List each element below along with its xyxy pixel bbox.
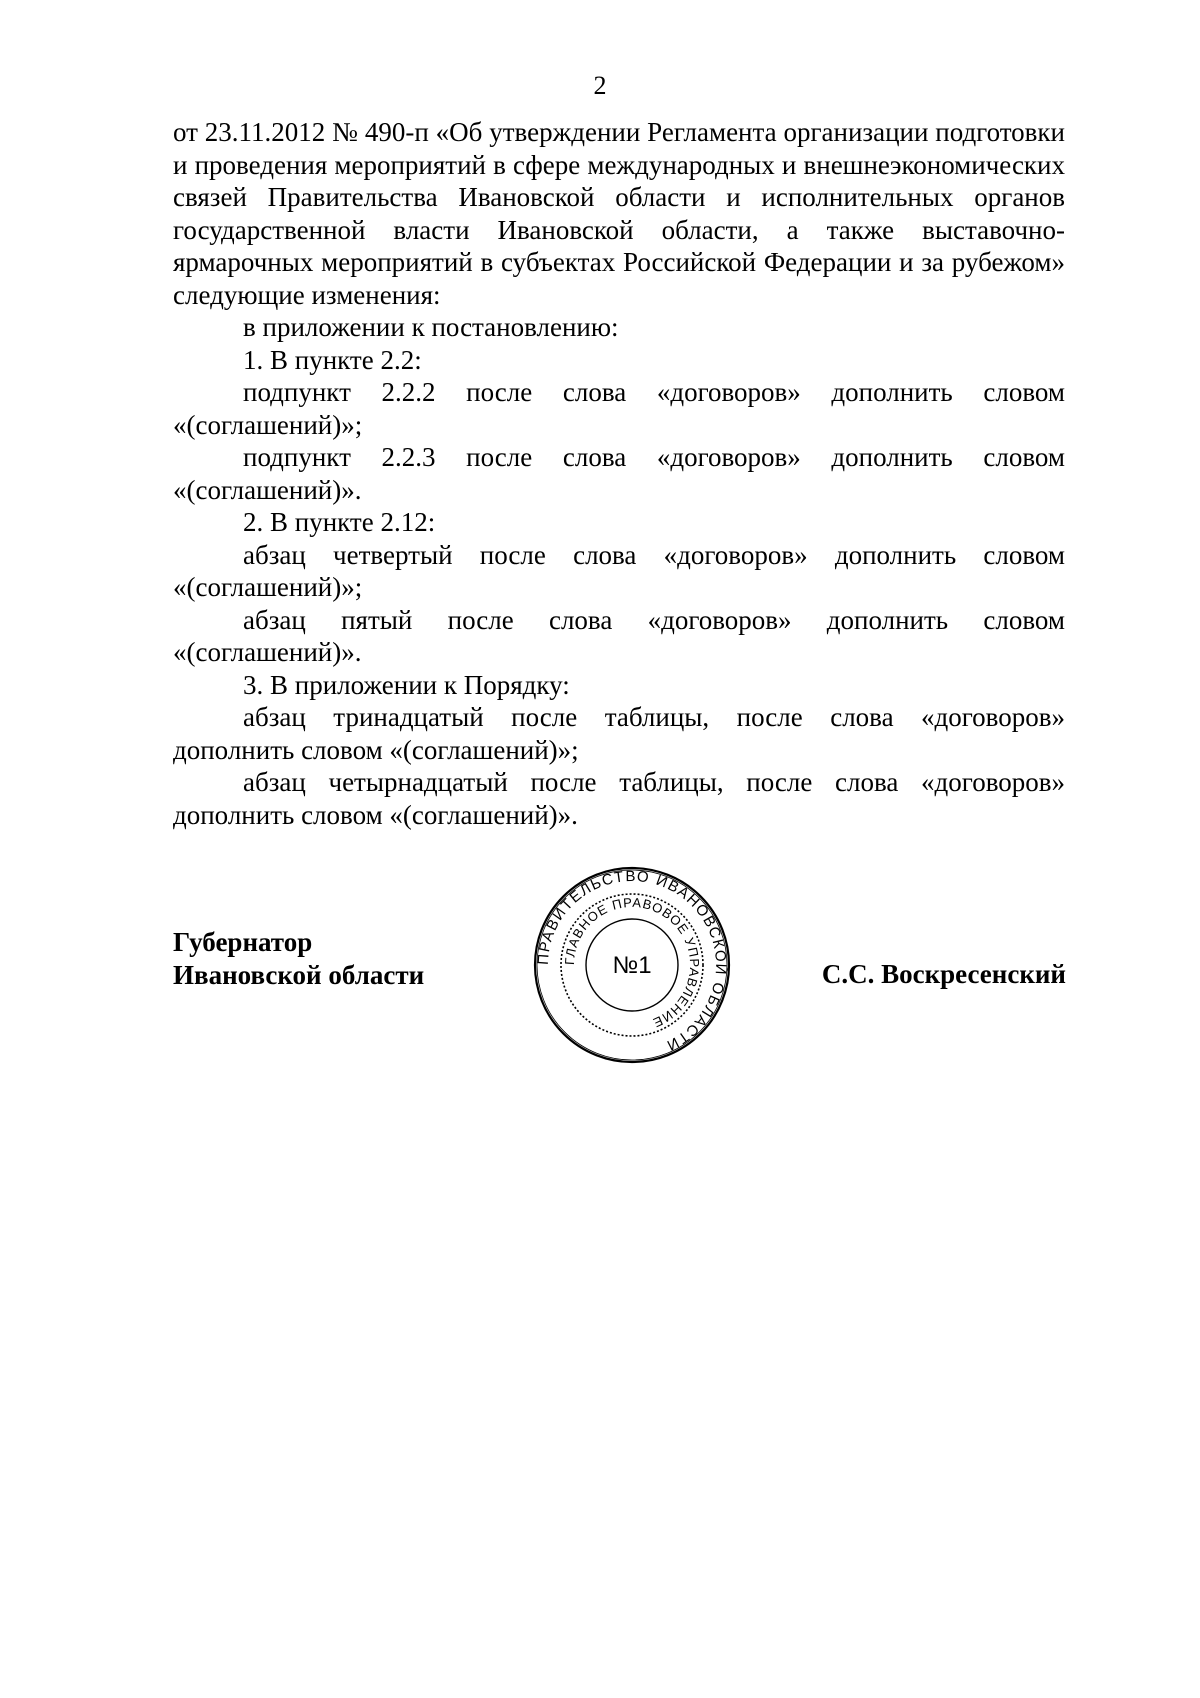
paragraph: подпункт 2.2.2 после слова «договоров» дополнить словом «(соглашений)»; — [173, 377, 1065, 440]
seal-outer-text: ПРАВИТЕЛЬСТВО ИВАНОВСКОЙ ОБЛАСТИ — [534, 867, 730, 1055]
position-line-1: Губернатор — [173, 927, 313, 957]
paragraph: 1. В пункте 2.2: — [243, 344, 422, 375]
signatory-name: С.С. Воскресенский — [821, 959, 1066, 989]
paragraph: в приложении к постановлению: — [243, 312, 619, 342]
paragraph: 3. В приложении к Порядку: — [243, 669, 570, 700]
page-number: 2 — [593, 71, 607, 100]
seal-center-number: №1 — [612, 952, 652, 979]
official-seal-stamp — [532, 865, 732, 1065]
paragraph: 2. В пункте 2.12: — [243, 507, 436, 537]
paragraph: абзац тринадцатый после таблицы, после слова «договоров» дополнить словом «(соглашений)»; — [173, 702, 1065, 765]
paragraph: абзац четырнадцатый после таблицы, после слова «договоров» дополнить словом «(соглашений)». — [173, 767, 1065, 830]
seal-inner-text: ГЛАВНОЕ ПРАВОВОЕ УПРАВЛЕНИЕ — [561, 894, 703, 1031]
paragraph: от 23.11.2012 № 490-п «Об утверждении Регламента организации подготовки и проведения мероприятий в сфере международных и внешнеэкономических связей Правительства Ивановской области и исполнительных органов государственной власти Ивановской области, а также выставочно-ярмарочных мероприятий в субъектах Российской Федерации и за рубежом» следующие изменения: — [173, 117, 1065, 310]
document-body — [173, 116, 1065, 831]
paragraph: абзац пятый после слова «договоров» дополнить словом «(соглашений)». — [173, 604, 1065, 667]
signatory-position — [173, 926, 424, 991]
position-line-2: Ивановской области — [173, 959, 425, 990]
paragraph: абзац четвертый после слова «договоров» дополнить словом «(соглашений)»; — [173, 539, 1065, 602]
paragraph: подпункт 2.2.3 после слова «договоров» дополнить словом «(соглашений)». — [173, 442, 1065, 505]
